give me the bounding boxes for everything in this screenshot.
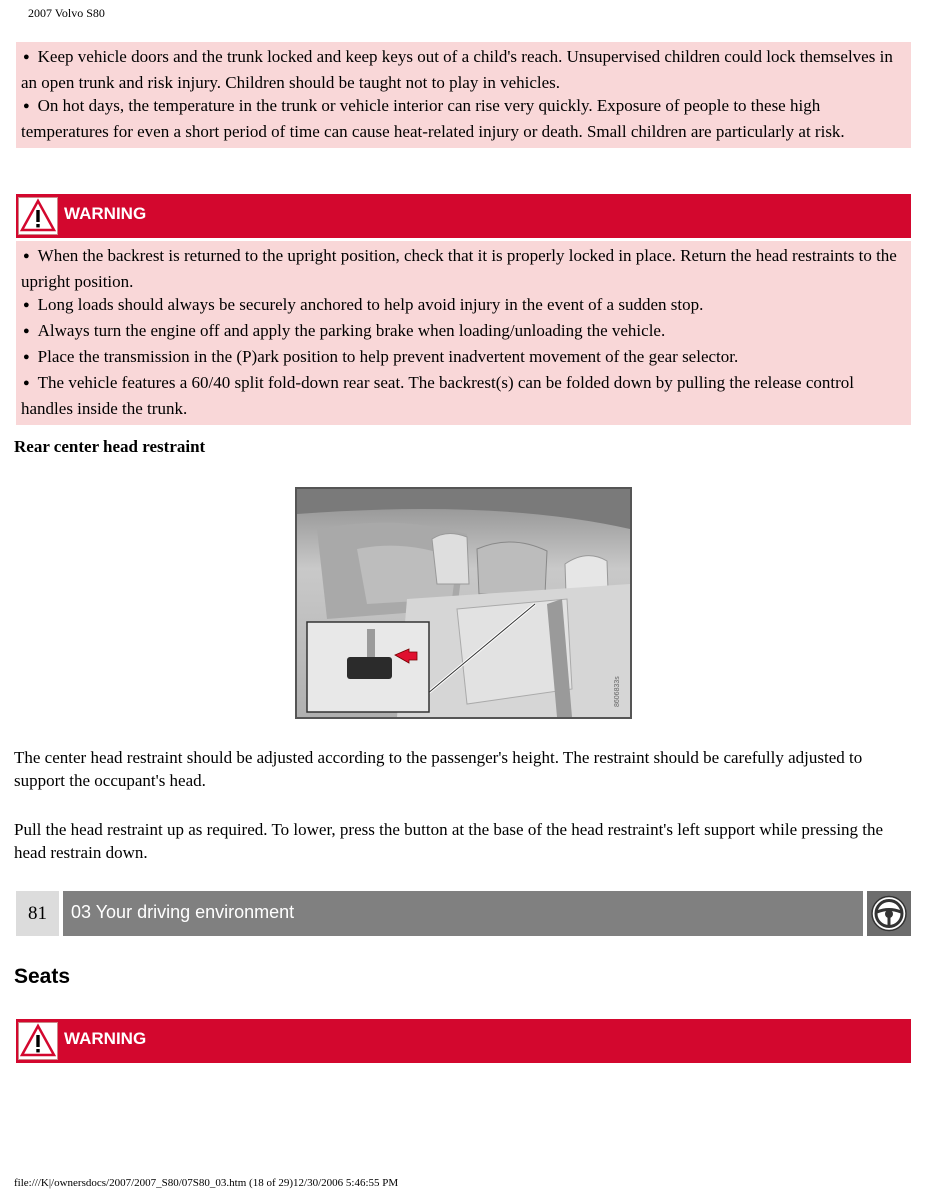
warning-content [16,241,911,425]
warning-label: WARNING [64,204,147,223]
bullet-item: ● The vehicle features a 60/40 split fold-down rear seat. The backrest(s) can be folded down by pulling the release control handles inside the trunk. [21,371,905,420]
bullet-item: ● When the backrest is returned to the upright position, check that it is properly locked in place. Return the head restraints to the upright position. [21,244,905,293]
page-number: 81 [16,891,59,936]
steering-wheel-icon[interactable] [867,891,911,936]
warning-triangle-icon [18,1022,58,1060]
bullet-item: ● Place the transmission in the (P)ark position to help prevent inadvertent movement of the gear selector. [21,345,905,371]
head-restraint-illustration [295,487,632,719]
bullet-item: ● Keep vehicle doors and the trunk locked and keep keys out of a child's reach. Unsupervised children could lock themselves in an open trunk and risk injury. Children should be taught not to play in vehicles. [21,45,905,94]
bullet-item: ● Always turn the engine off and apply the parking brake when loading/unloading the vehicle. [21,319,905,345]
caution-box [16,42,911,148]
chapter-link[interactable]: 03 Your driving environment [63,891,863,936]
document-header: 2007 Volvo S80 [28,6,105,20]
chapter-nav-bar [16,891,911,936]
bullet-item: ● On hot days, the temperature in the trunk or vehicle interior can rise very quickly. Exposure of people to these high temperatures for even a short period of time can cause heat-related injury or death. Small children are particularly at risk. [21,94,905,143]
bullet-item: ● Long loads should always be securely anchored to help avoid injury in the event of a sudden stop. [21,293,905,319]
seats-heading: Seats [14,965,71,988]
warning-banner [16,1019,911,1063]
paragraph: Pull the head restraint up as required. To lower, press the button at the base of the head restraint's left support while pressing the head restrain down. [14,820,884,862]
warning-label: WARNING [64,1029,147,1048]
section-heading: Rear center head restraint [14,437,206,456]
warning-banner [16,194,911,238]
figure-code: 8606833s [614,676,621,707]
file-path-footer: file:///K|/ownersdocs/2007/2007_S80/07S80_03.htm (18 of 29)12/30/2006 5:46:55 PM [14,1177,399,1189]
warning-triangle-icon [18,197,58,235]
paragraph: The center head restraint should be adjusted according to the passenger's height. The restraint should be carefully adjusted to support the occupant's head. [14,748,863,790]
